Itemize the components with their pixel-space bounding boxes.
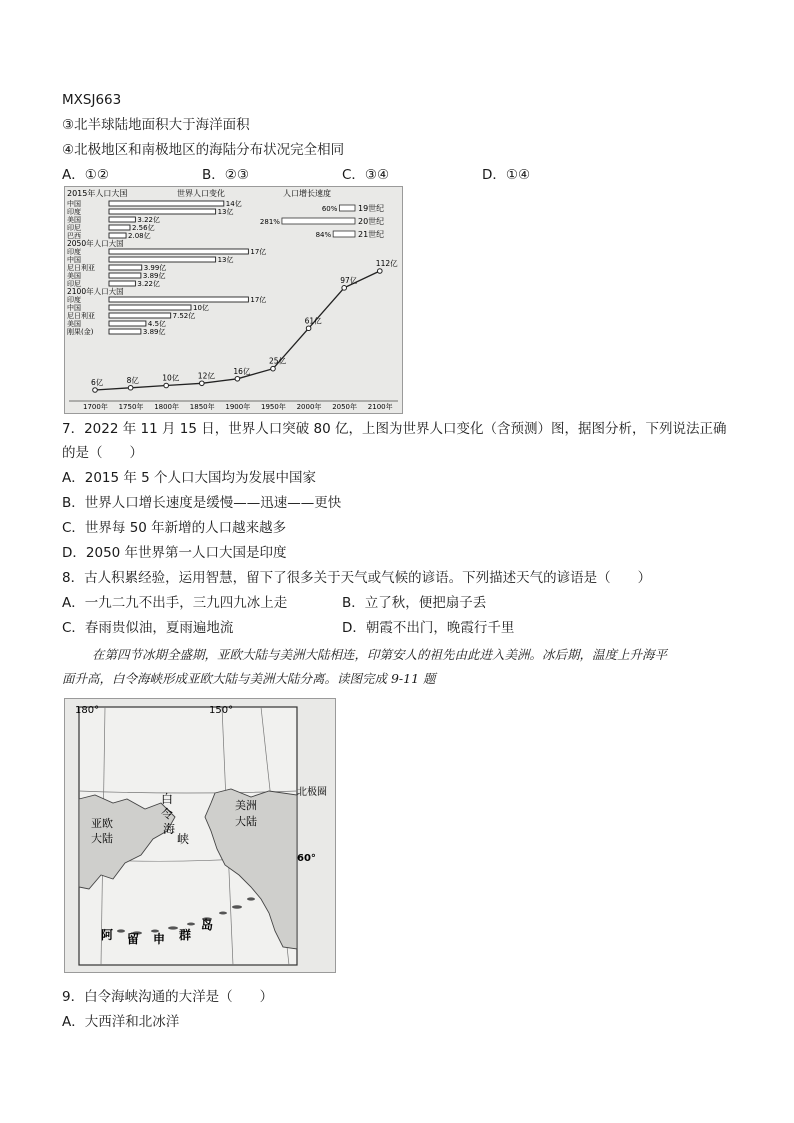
year-tick-label: 1750年: [118, 403, 144, 411]
country-label: 美国: [67, 320, 81, 328]
q8-option-b: B．立了秋，便把扇子丢: [342, 595, 487, 611]
country-value: 14亿: [225, 200, 242, 208]
population-label: 97亿: [340, 275, 358, 285]
aleutian-islands-label: 岛: [201, 918, 214, 932]
population-point: [378, 269, 383, 274]
lon-150-label: 150°: [209, 705, 234, 716]
year-tick-label: 2100年: [367, 403, 393, 411]
q6-option-d: D．①④: [482, 167, 531, 183]
growth-century-label: 19世纪: [358, 204, 385, 213]
country-bar: [109, 313, 171, 318]
country-label: 中国: [67, 304, 81, 312]
america-label: 大陆: [235, 815, 257, 828]
aleutian-islands-label: 申: [153, 932, 166, 946]
year-tick-label: 1700年: [83, 403, 108, 411]
population-label: 25亿: [269, 356, 287, 366]
exam-code: MXSJ663: [62, 92, 122, 108]
country-label: 中国: [67, 256, 81, 264]
country-bar: [109, 233, 126, 238]
q7-option-a: A．2015 年 5 个人口大国均为发展中国家: [62, 470, 317, 486]
aleutian-islands-label: 阿: [101, 928, 114, 942]
country-value: 2.56亿: [131, 224, 155, 232]
growth-bar: [339, 205, 355, 211]
year-tick-label: 1800年: [154, 403, 180, 411]
population-label: 6亿: [91, 378, 104, 387]
q6-option-a: A．①②: [62, 167, 109, 183]
growth-century-label: 21世纪: [358, 230, 385, 239]
bering-strait-label: 令: [161, 807, 174, 821]
country-bar: [109, 321, 146, 326]
year-tick-label: 2000年: [296, 403, 322, 411]
q6-option-c: C．③④: [342, 167, 390, 183]
q8-option-a: A．一九二九不出手，三九四九冰上走: [62, 595, 288, 611]
q7-stem-line2: 的是（ ）: [62, 445, 143, 461]
country-bar: [109, 257, 216, 262]
country-label: 印度: [67, 296, 81, 304]
country-label: 印尼: [67, 280, 81, 288]
population-point: [306, 326, 311, 331]
arctic-circle-label: 北极圈: [297, 787, 327, 798]
population-label: 10亿: [162, 373, 180, 383]
country-bar: [109, 209, 216, 214]
country-value: 7.52亿: [172, 312, 196, 320]
growth-value: 281%: [259, 218, 280, 226]
bering-map-figure: [64, 698, 336, 973]
country-bar: [109, 273, 141, 278]
title-left: 2015年人口大国: [67, 189, 128, 198]
aleutian-islands-label: 留: [127, 932, 140, 946]
country-value: 2.08亿: [128, 232, 151, 240]
bering-map: [65, 699, 335, 972]
country-label: 印度: [67, 248, 81, 256]
country-value: 17亿: [250, 296, 267, 304]
country-bar: [109, 217, 135, 222]
growth-bar: [282, 218, 355, 224]
bering-strait-label: 海: [163, 822, 176, 836]
population-figure: [64, 186, 403, 414]
group-title: 2100年人口大国: [67, 287, 124, 296]
population-point: [342, 286, 347, 291]
bering-strait-label: 峡: [177, 832, 190, 846]
aleutian-islands-label: 群: [179, 928, 192, 942]
population-label: 8亿: [126, 375, 139, 385]
population-point: [93, 388, 98, 393]
country-label: 尼日利亚: [67, 264, 95, 272]
country-value: 13亿: [217, 256, 234, 264]
passage-line1: 在第四节冰期全盛期，亚欧大陆与美洲大陆相连，印第安人的祖先由此进入美洲。冰后期，温度上升海平: [92, 647, 668, 662]
lon-180-label: 180°: [75, 705, 100, 716]
country-value: 3.89亿: [142, 328, 166, 336]
country-bar: [109, 329, 141, 334]
country-bar: [109, 281, 135, 286]
year-tick-label: 1850年: [189, 403, 215, 411]
group-title: 2050年人口大国: [67, 239, 124, 248]
growth-value: 60%: [321, 205, 338, 213]
bering-strait-label: 白: [161, 792, 174, 806]
title-center: 世界人口变化: [177, 189, 225, 198]
statement-4: ④北极地区和南极地区的海陆分布状况完全相同: [62, 142, 345, 158]
population-label: 112亿: [375, 259, 398, 268]
country-label: 美国: [67, 272, 81, 280]
population-point: [271, 366, 276, 371]
country-value: 4.5亿: [147, 320, 167, 328]
country-value: 3.99亿: [143, 264, 167, 272]
population-label: 12亿: [197, 371, 215, 381]
population-point: [128, 385, 133, 390]
country-label: 印度: [67, 208, 81, 216]
country-label: 巴西: [67, 232, 81, 240]
country-label: 印尼: [67, 224, 81, 232]
year-tick-label: 2050年: [332, 403, 358, 411]
growth-value: 84%: [315, 231, 332, 239]
country-bar: [109, 305, 191, 310]
population-point: [235, 376, 240, 381]
q8-option-c: C．春雨贵似油，夏雨遍地流: [62, 620, 234, 636]
country-value: 3.22亿: [137, 216, 160, 224]
q7-stem-line1: 7．2022 年 11 月 15 日，世界人口突破 80 亿，上图为世界人口变化（含预测）图，据图分析，下列说法正确: [62, 421, 727, 437]
country-bar: [109, 201, 224, 206]
country-label: 美国: [67, 216, 81, 224]
q9-stem: 9．白令海峡沟通的大洋是（ ）: [62, 989, 274, 1005]
country-value: 3.22亿: [137, 280, 160, 288]
population-chart: [65, 187, 402, 413]
title-growth: 人口增长速度: [283, 189, 331, 198]
q7-option-b: B．世界人口增长速度是缓慢——迅速——更快: [62, 495, 342, 511]
q9-option-a: A．大西洋和北冰洋: [62, 1014, 180, 1030]
year-tick-label: 1950年: [261, 403, 286, 411]
q8-stem: 8．古人积累经验，运用智慧，留下了很多关于天气或气候的谚语。下列描述天气的谚语是（ ）: [62, 570, 652, 586]
year-tick-label: 1900年: [225, 403, 251, 411]
eurasia-label: 亚欧: [91, 817, 113, 830]
country-value: 3.89亿: [142, 272, 166, 280]
growth-bar: [333, 231, 355, 237]
country-bar: [109, 225, 130, 230]
population-label: 16亿: [233, 366, 251, 376]
country-bar: [109, 249, 248, 254]
q7-option-c: C．世界每 50 年新增的人口越来越多: [62, 520, 287, 536]
q7-option-d: D．2050 年世界第一人口大国是印度: [62, 545, 287, 561]
country-label: 刚果(金): [67, 328, 94, 336]
lat-60-label: 60°: [297, 853, 316, 864]
statement-3: ③北半球陆地面积大于海洋面积: [62, 117, 250, 133]
country-bar: [109, 265, 142, 270]
country-label: 中国: [67, 200, 81, 208]
country-label: 尼日利亚: [67, 312, 95, 320]
q8-option-d: D．朝霞不出门，晚霞行千里: [342, 620, 515, 636]
population-label: 61亿: [304, 316, 322, 326]
population-point: [164, 383, 169, 388]
q6-option-b: B．②③: [202, 167, 249, 183]
country-bar: [109, 297, 248, 302]
america-label: 美洲: [235, 799, 257, 812]
country-value: 10亿: [193, 304, 209, 312]
country-value: 13亿: [217, 208, 234, 216]
passage-line2: 面升高，白令海峡形成亚欧大陆与美洲大陆分离。读图完成 9-11 题: [62, 671, 436, 686]
country-value: 17亿: [250, 248, 267, 256]
eurasia-label: 大陆: [91, 832, 113, 845]
growth-century-label: 20世纪: [358, 217, 385, 226]
population-point: [200, 381, 205, 386]
